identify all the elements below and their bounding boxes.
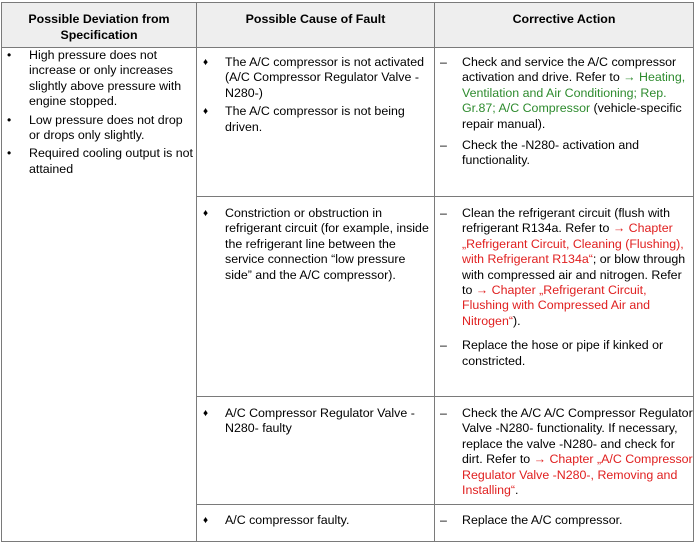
reference-link[interactable]: → Heating, Ventilation and Air Conditioning; Rep. Gr.87; A/C Compressor: [462, 70, 686, 116]
deviation-text: High pressure does not increase or only increases slightly above pressure with engine stopped.: [29, 48, 182, 109]
action-text-segment: Check and service the A/C compressor activation and drive. Refer to: [462, 55, 677, 85]
bullet-diamond-icon: ♦: [203, 208, 209, 219]
bullet-dash-icon: –: [440, 138, 447, 153]
action-text-segment: Clean the refrigerant circuit (flush with refrigerant R134a. Refer to: [462, 206, 670, 236]
action-list: [435, 206, 693, 369]
action-text: [462, 55, 685, 131]
action-text-segment: Check the -N280- activation and functionality.: [462, 138, 640, 168]
cause-text: The A/C compressor is not being driven.: [225, 104, 405, 134]
cause-list: [197, 513, 434, 528]
header-cause: Possible Cause of Fault: [197, 3, 435, 48]
cause-item: [197, 406, 434, 437]
deviation-list: [2, 48, 196, 177]
bullet-dot-icon: •: [7, 112, 12, 127]
action-cell: [435, 397, 694, 505]
header-action: Corrective Action: [435, 3, 694, 48]
reference-link[interactable]: → Chapter „A/C Compressor Regulator Valve -N280-, Removing and Installing“: [462, 452, 693, 498]
header-deviation: Possible Deviation from Specification: [2, 3, 197, 48]
deviation-item: [2, 146, 196, 177]
bullet-dash-icon: –: [440, 55, 447, 69]
action-list: [435, 406, 693, 498]
cause-item: [197, 206, 434, 283]
cause-item: [197, 513, 434, 528]
action-list: [435, 55, 693, 169]
fault-table: [1, 2, 694, 542]
action-text: [462, 513, 622, 527]
cause-cell: [197, 48, 435, 197]
cause-text: The A/C compressor is not activated (A/C Compressor Regulator Valve -N280-): [225, 55, 425, 100]
action-text-segment: (vehicle-specific repair manual).: [462, 101, 682, 131]
cause-text: A/C Compressor Regulator Valve -N280- faulty: [225, 406, 415, 436]
action-text: [462, 138, 639, 167]
bullet-dash-icon: –: [440, 513, 447, 527]
cause-cell: [197, 197, 435, 397]
reference-link[interactable]: → Chapter „Refrigerant Circuit, Flushing with Compressed Air and Nitrogen“: [462, 283, 651, 328]
action-item: [435, 513, 693, 528]
cause-item: [197, 55, 434, 101]
action-item: [435, 406, 693, 498]
cause-item: [197, 104, 434, 135]
action-text-segment: Replace the A/C compressor.: [462, 513, 623, 527]
action-text: [462, 406, 693, 497]
action-cell: [435, 48, 694, 197]
action-list: [435, 513, 693, 528]
cause-text: A/C compressor faulty.: [225, 513, 350, 527]
bullet-dash-icon: –: [440, 338, 447, 353]
cause-list: [197, 55, 434, 135]
deviation-item: [2, 113, 196, 144]
bullet-dot-icon: •: [7, 48, 12, 62]
action-text-segment: Check the A/C A/C Compressor Regulator Valve -N280- functionality. If necessary, replace the valve -N280- and check for dirt. Refer to: [462, 406, 693, 467]
action-cell: [435, 505, 694, 542]
cause-cell: [197, 397, 435, 505]
reference-link[interactable]: → Chapter „Refrigerant Circuit, Cleaning (Flushing), with Refrigerant R134a“: [462, 221, 684, 267]
bullet-diamond-icon: ♦: [203, 408, 209, 419]
action-cell: [435, 197, 694, 397]
cause-list: [197, 206, 434, 283]
bullet-diamond-icon: ♦: [203, 106, 209, 118]
table-row: [2, 48, 694, 197]
action-text-segment: Replace the hose or pipe if kinked or constricted.: [462, 338, 664, 368]
header-row: [2, 3, 694, 48]
deviation-text: Low pressure does not drop or drops only slightly.: [29, 112, 183, 143]
deviation-text: Required cooling output is not attained: [29, 146, 193, 176]
bullet-dot-icon: •: [7, 146, 12, 161]
bullet-diamond-icon: ♦: [203, 515, 209, 526]
deviation-cell: [2, 48, 197, 542]
action-item: [435, 338, 693, 369]
action-text: [462, 338, 663, 367]
cause-text: Constriction or obstruction in refrigerant circuit (for example, inside the refrigerant line between the service connection “low pressure side” and the A/C compressor).: [225, 206, 429, 282]
action-text-segment: ).: [512, 313, 521, 328]
cause-list: [197, 406, 434, 437]
action-item: [435, 138, 693, 169]
action-item: [435, 55, 693, 132]
deviation-item: [2, 48, 196, 110]
cause-cell: [197, 505, 435, 542]
action-text: [462, 206, 685, 328]
action-text-segment: .: [515, 483, 519, 498]
action-item: [435, 206, 693, 329]
bullet-diamond-icon: ♦: [203, 57, 209, 68]
bullet-dash-icon: –: [440, 406, 447, 420]
bullet-dash-icon: –: [440, 206, 447, 220]
action-text-segment: ; or blow through with compressed air and nitrogen. Refer to: [462, 252, 686, 298]
